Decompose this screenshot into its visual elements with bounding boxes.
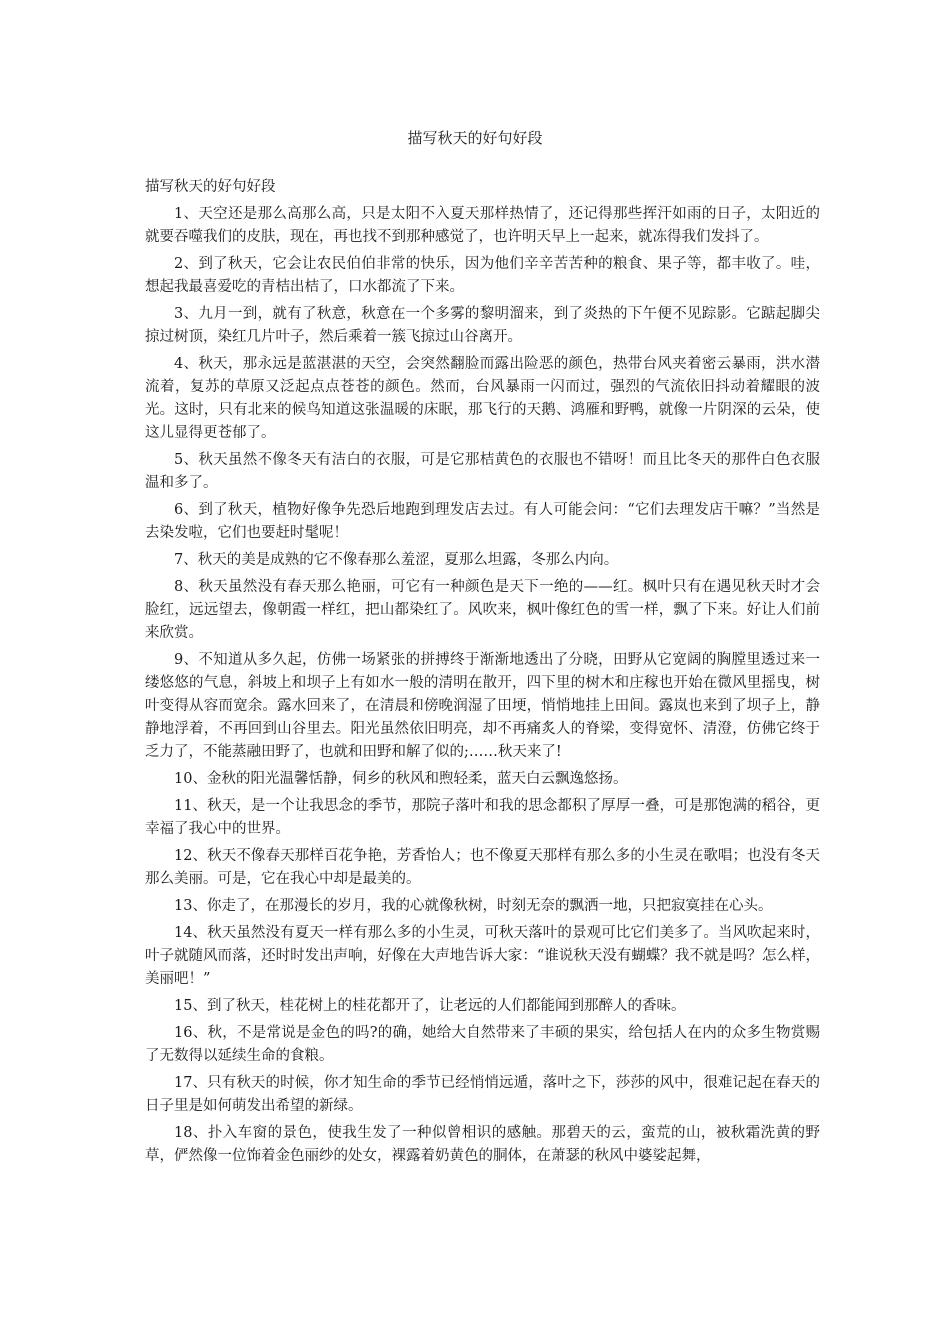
paragraph-6: 6、到了秋天，植物好像争先恐后地跑到理发店去过。有人可能会问：“它们去理发店干嘛？”当然是去染发啦，它们也要赶时髦呢！ bbox=[145, 502, 820, 541]
paragraph-13: 13、你走了，在那漫长的岁月，我的心就像秋树，时刻无奈的飘洒一地，只把寂寞挂在心头。 bbox=[174, 898, 773, 914]
paragraph-11: 11、秋天，是一个让我思念的季节，那院子落叶和我的思念都积了厚厚一叠，可是那饱满的稻谷，更幸福了我心中的世界。 bbox=[145, 798, 820, 837]
document-body bbox=[145, 176, 820, 1172]
paragraph-12: 12、秋天不像春天那样百花争艳，芳香怡人；也不像夏天那样有那么多的小生灵在歌唱；也没有冬天那么美丽。可是，它在我心中却是最美的。 bbox=[145, 848, 820, 887]
paragraph-17: 17、只有秋天的时候，你才知生命的季节已经悄悄远遁，落叶之下，莎莎的风中，很难记起在春天的日子里是如何萌发出希望的新绿。 bbox=[145, 1075, 820, 1114]
document-title: 描写秋天的好句好段 bbox=[407, 129, 543, 147]
paragraph-9: 9、不知道从多久起，仿佛一场紧张的拼搏终于渐渐地透出了分晓，田野从它宽阔的胸膛里透过来一缕悠悠的气息，斜坡上和坝子上有如水一般的清明在散开，四下里的树木和庄稼也开始在微风里摇曳，树叶变得从容而宽余。露水回来了，在清晨和傍晚润湿了田埂，悄悄地挂上田间。露岚也来到了坝子上，静静地浮着，不再回到山谷里去。阳光虽然依旧明亮，却不再痛炙人的脊梁，变得宽怀、清澄，仿佛它终于乏力了，不能蒸融田野了，也就和田野和解了似的;……秋天来了! bbox=[145, 652, 820, 760]
paragraph-4: 4、秋天，那永远是蓝湛湛的天空，会突然翻脸而露出险恶的颜色，热带台风夹着密云暴雨，洪水潜流着，复苏的草原又泛起点点苍苍的颜色。然而，台风暴雨一闪而过，强烈的气流依旧抖动着耀眼的波光。这时，只有北来的候鸟知道这张温暖的床眠，那飞行的天鹅、鸿雁和野鸭，就像一片阴深的云朵，使这儿显得更苍郁了。 bbox=[145, 356, 820, 441]
paragraph-2: 2、到了秋天，它会让农民伯伯非常的快乐，因为他们辛辛苦苦种的粮食、果子等，都丰收了。哇，想起我最喜爱吃的青桔出桔了，口水都流了下来。 bbox=[145, 256, 820, 295]
paragraph-16: 16、秋，不是常说是金色的吗?的确，她给大自然带来了丰硕的果实，给包括人在内的众多生物赏赐了无数得以延续生命的食粮。 bbox=[145, 1025, 820, 1064]
paragraph-15: 15、到了秋天，桂花树上的桂花都开了，让老远的人们都能闻到那醉人的香味。 bbox=[174, 998, 686, 1014]
paragraph-3: 3、九月一到，就有了秋意，秋意在一个多雾的黎明溜来，到了炎热的下午便不见踪影。它踮起脚尖掠过树顶，染红几片叶子，然后乘着一簇飞掠过山谷离开。 bbox=[145, 306, 820, 345]
paragraph-8: 8、秋天虽然没有春天那么艳丽，可它有一种颜色是天下一绝的——红。枫叶只有在遇见秋天时才会脸红，远远望去，像朝霞一样红，把山都染红了。风吹来，枫叶像红色的雪一样，飘了下来。好让人们前来欣赏。 bbox=[145, 579, 820, 641]
paragraph-14: 14、秋天虽然没有夏天一样有那么多的小生灵，可秋天落叶的景观可比它们美多了。当风吹起来时，叶子就随风而落，还时时发出声响，好像在大声地告诉大家：“谁说秋天没有蝴蝶？我不就是吗？怎么样，美丽吧！” bbox=[145, 925, 820, 987]
paragraph-18: 18、扑入车窗的景色，使我生发了一种似曾相识的感触。那碧天的云，蛮荒的山，被秋霜洗黄的野草，俨然像一位饰着金色丽纱的处女，裸露着奶黄色的胴体，在萧瑟的秋风中婆娑起舞， bbox=[145, 1125, 820, 1164]
paragraph-10: 10、金秋的阳光温馨恬静，伺乡的秋风和煦轻柔，蓝天白云飘逸悠扬。 bbox=[174, 771, 628, 787]
paragraph-5: 5、秋天虽然不像冬天有洁白的衣服，可是它那桔黄色的衣服也不错呀！而且比冬天的那件白色衣服温和多了。 bbox=[145, 452, 820, 491]
document-subtitle: 描写秋天的好句好段 bbox=[145, 179, 276, 195]
paragraph-7: 7、秋天的美是成熟的它不像春那么羞涩，夏那么坦露，冬那么内向。 bbox=[174, 552, 619, 568]
paragraph-1: 1、天空还是那么高那么高，只是太阳不入夏天那样热情了，还记得那些挥汗如雨的日子，太阳近的就要吞噬我们的皮肤，现在，再也找不到那种感觉了，也许明天早上一起来，就冻得我们发抖了。 bbox=[145, 206, 820, 245]
